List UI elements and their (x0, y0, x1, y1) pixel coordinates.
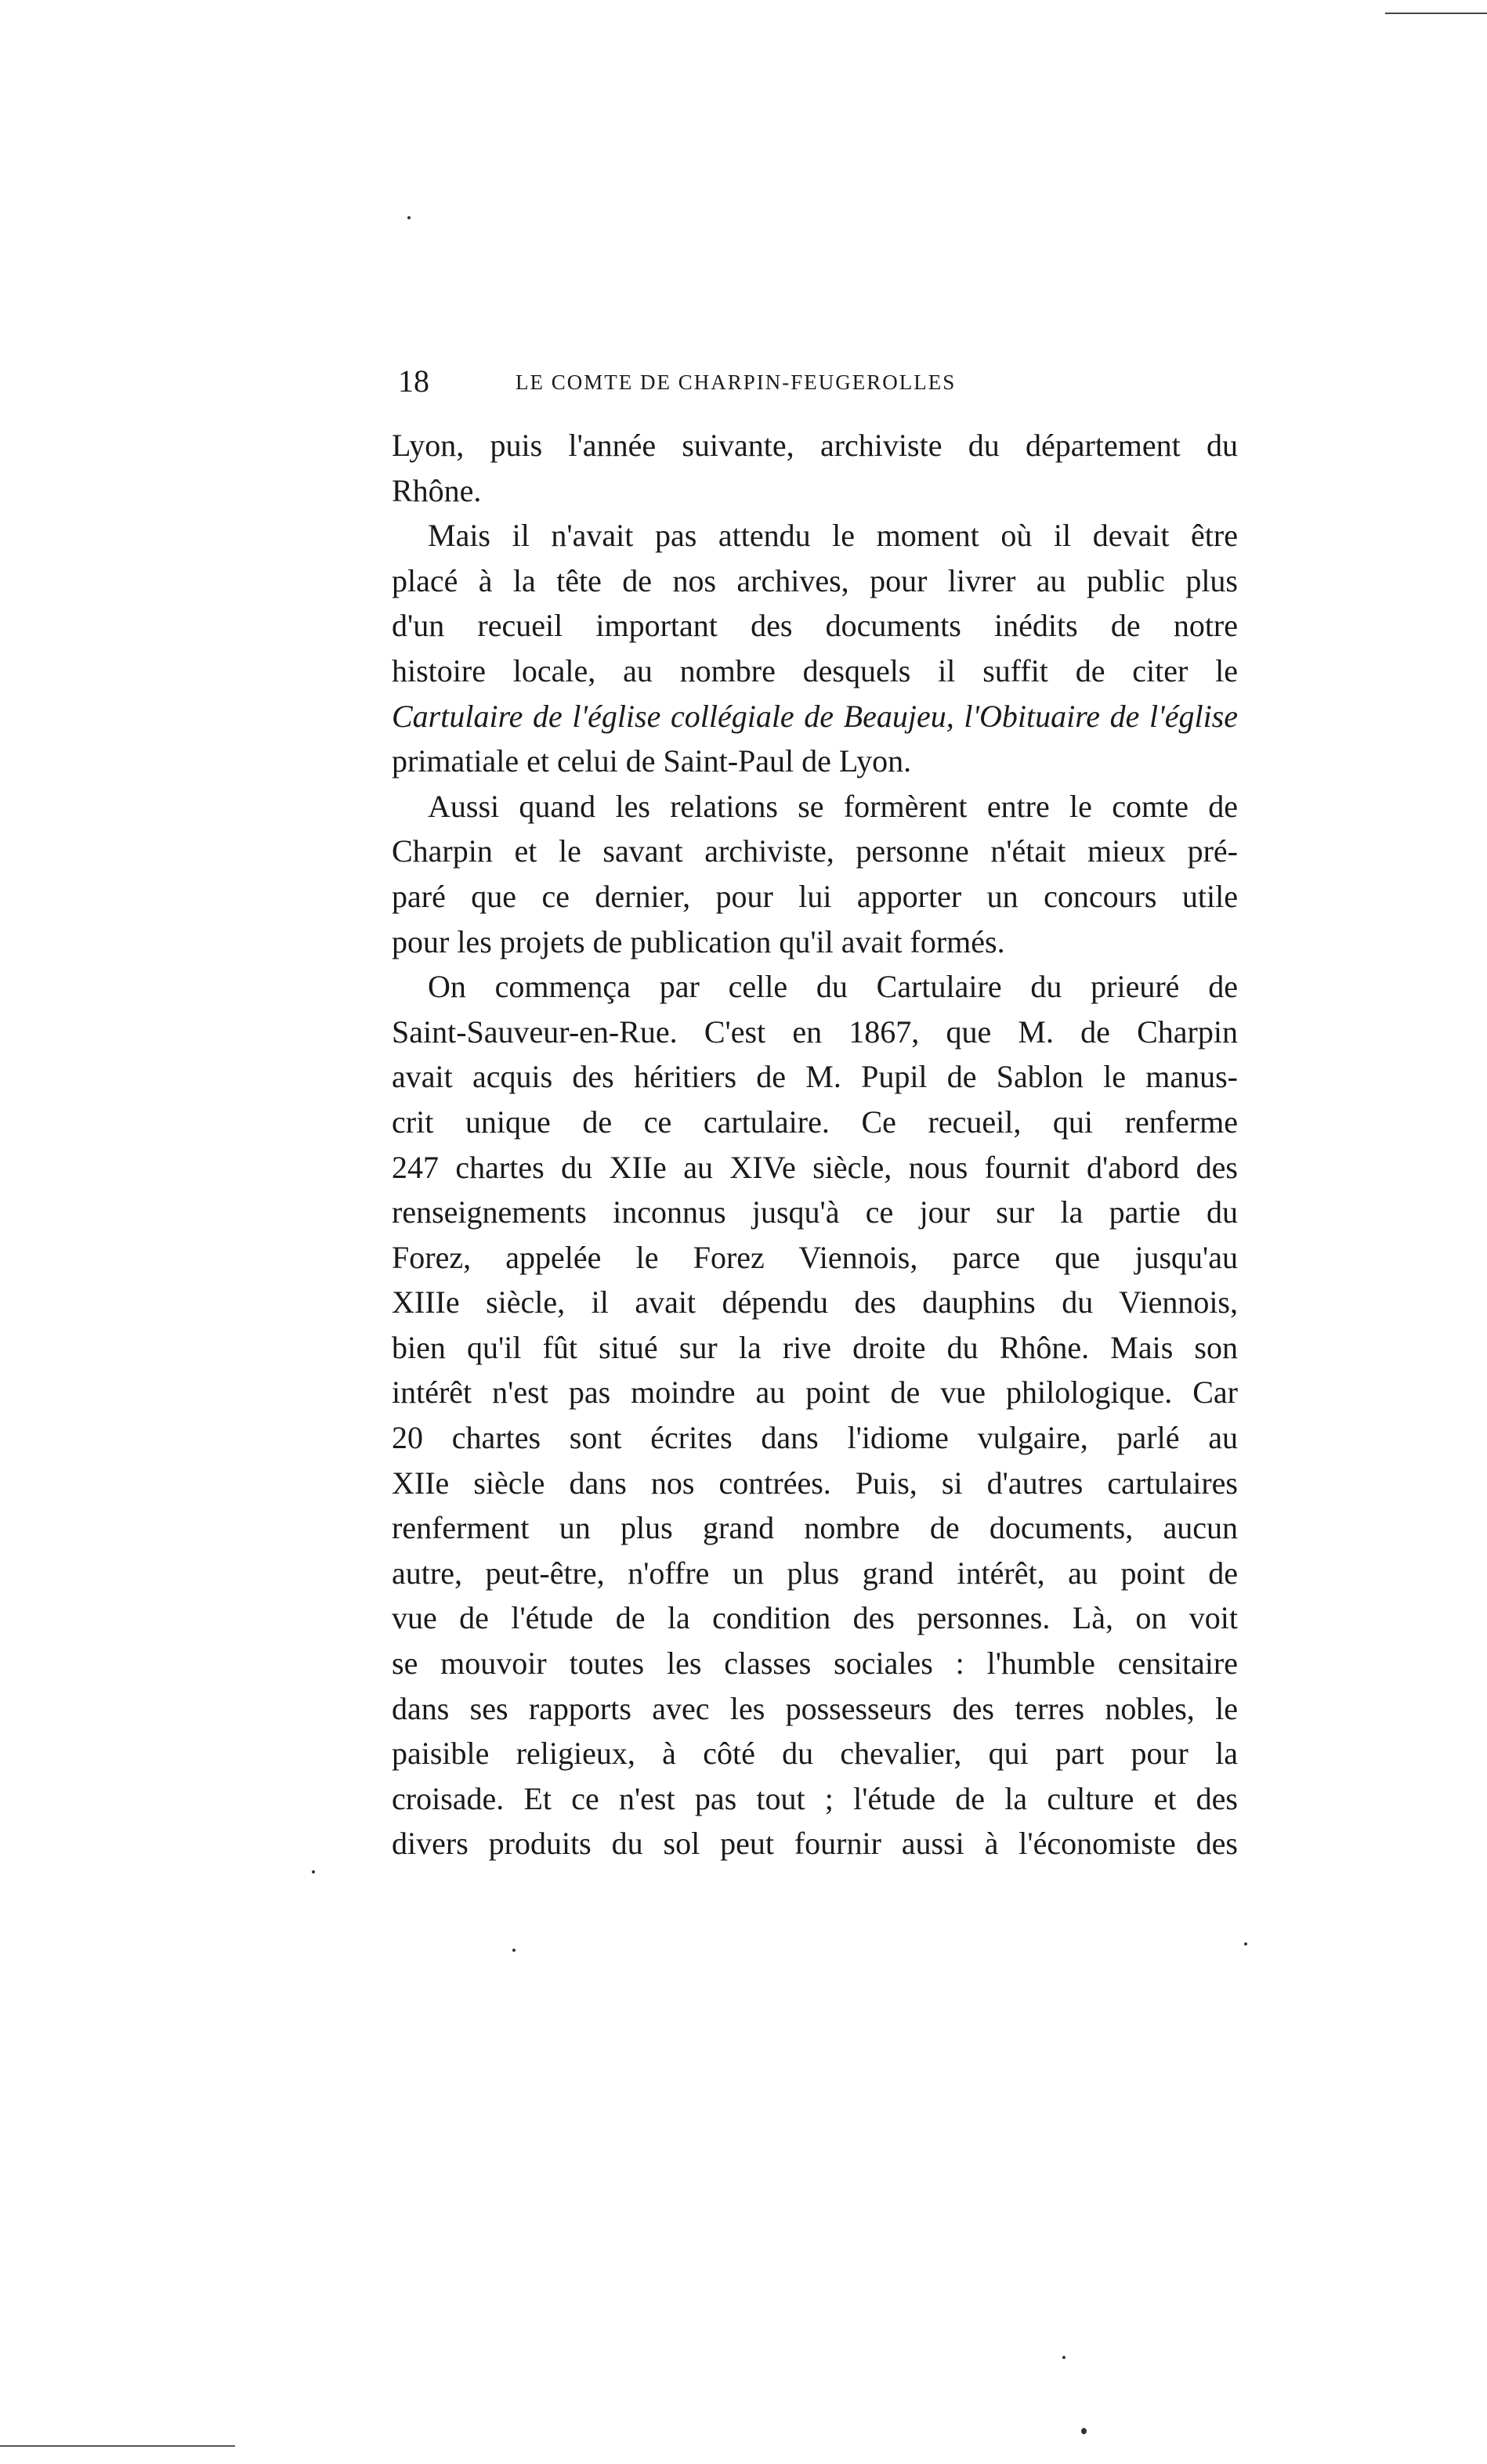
text-line: primatiale et celui de Saint-Paul de Lyon. (392, 743, 912, 779)
text-line: Rhône. (392, 472, 482, 508)
text-line: renferment un plus grand nombre de documents, aucun (392, 1510, 1238, 1546)
text-line: Forez, appelée le Forez Viennois, parce que jusqu'au (392, 1239, 1238, 1275)
running-head (398, 362, 1236, 401)
text-line: XIIIe siècle, il avait dépendu des dauphins du Viennois, (392, 1284, 1238, 1321)
text-line: 247 chartes du XIIe au XIVe siècle, nous fournit d'abord des (392, 1149, 1238, 1185)
text-line: histoire locale, au nombre desquels il suffit de citer le (392, 652, 1238, 688)
text-line: divers produits du sol peut fournir aussi à l'économiste des (392, 1826, 1238, 1862)
scan-speck (1062, 2356, 1066, 2359)
scan-speck (1244, 1942, 1247, 1946)
page-number: 18 (398, 363, 429, 399)
text-line: Mais il n'avait pas attendu le moment où il devait être (428, 518, 1238, 554)
text-line: croisade. Et ce n'est pas tout ; l'étude de la culture et des (392, 1780, 1238, 1816)
text-line: dans ses rapports avec les possesseurs des terres nobles, le (392, 1690, 1238, 1726)
text-line: se mouvoir toutes les classes sociales : l'humble censitaire (392, 1646, 1238, 1682)
text-line: vue de l'étude de la condition des personnes. Là, on voit (392, 1600, 1238, 1636)
text-line: Charpin et le savant archiviste, personne n'était mieux pré- (392, 833, 1238, 869)
text-line: paré que ce dernier, pour lui apporter un concours utile (392, 878, 1238, 914)
text-line: d'un recueil important des documents inédits de notre (392, 608, 1238, 644)
text-line: paisible religieux, à côté du chevalier, qui part pour la (392, 1736, 1238, 1772)
text-line: Lyon, puis l'année suivante, archiviste du département du (392, 428, 1238, 463)
text-line: bien qu'il fût situé sur la rive droite du Rhône. Mais son (392, 1329, 1238, 1365)
text-line: intérêt n'est pas moindre au point de vue philologique. Car (392, 1375, 1238, 1411)
text-line: avait acquis des héritiers de M. Pupil de Sablon le manus- (392, 1059, 1238, 1095)
scan-speck (312, 1870, 315, 1873)
text-line: Aussi quand les relations se formèrent entre le comte de (428, 788, 1238, 824)
page-edge-rule (0, 2445, 235, 2447)
scan-speck (512, 1949, 516, 1952)
text-line: crit unique de ce cartulaire. Ce recueil, qui renferme (392, 1104, 1238, 1140)
text-line: 20 chartes sont écrites dans l'idiome vulgaire, parlé au (392, 1420, 1238, 1456)
text-line: On commença par celle du Cartulaire du prieuré de (428, 969, 1238, 1005)
scan-speck (1081, 2428, 1087, 2434)
body-text (392, 423, 1238, 1866)
text-line: placé à la tête de nos archives, pour livrer au public plus (392, 562, 1238, 598)
text-line: Cartulaire de l'église collégiale de Beaujeu, l'Obituaire de l'église (392, 698, 1238, 734)
text-line: pour les projets de publication qu'il avait formés. (392, 923, 1005, 959)
text-line: renseignements inconnus jusqu'à ce jour sur la partie du (392, 1194, 1238, 1230)
text-line: Saint-Sauveur-en-Rue. C'est en 1867, que M. de Charpin (392, 1013, 1238, 1050)
text-line: XIIe siècle dans nos contrées. Puis, si d'autres cartulaires (392, 1465, 1238, 1501)
text-line: autre, peut-être, n'offre un plus grand intérêt, au point de (392, 1555, 1238, 1591)
running-head-title: LE COMTE DE CHARPIN-FEUGEROLLES (516, 370, 957, 394)
page-edge-rule (1385, 13, 1487, 14)
scan-speck (407, 216, 411, 219)
